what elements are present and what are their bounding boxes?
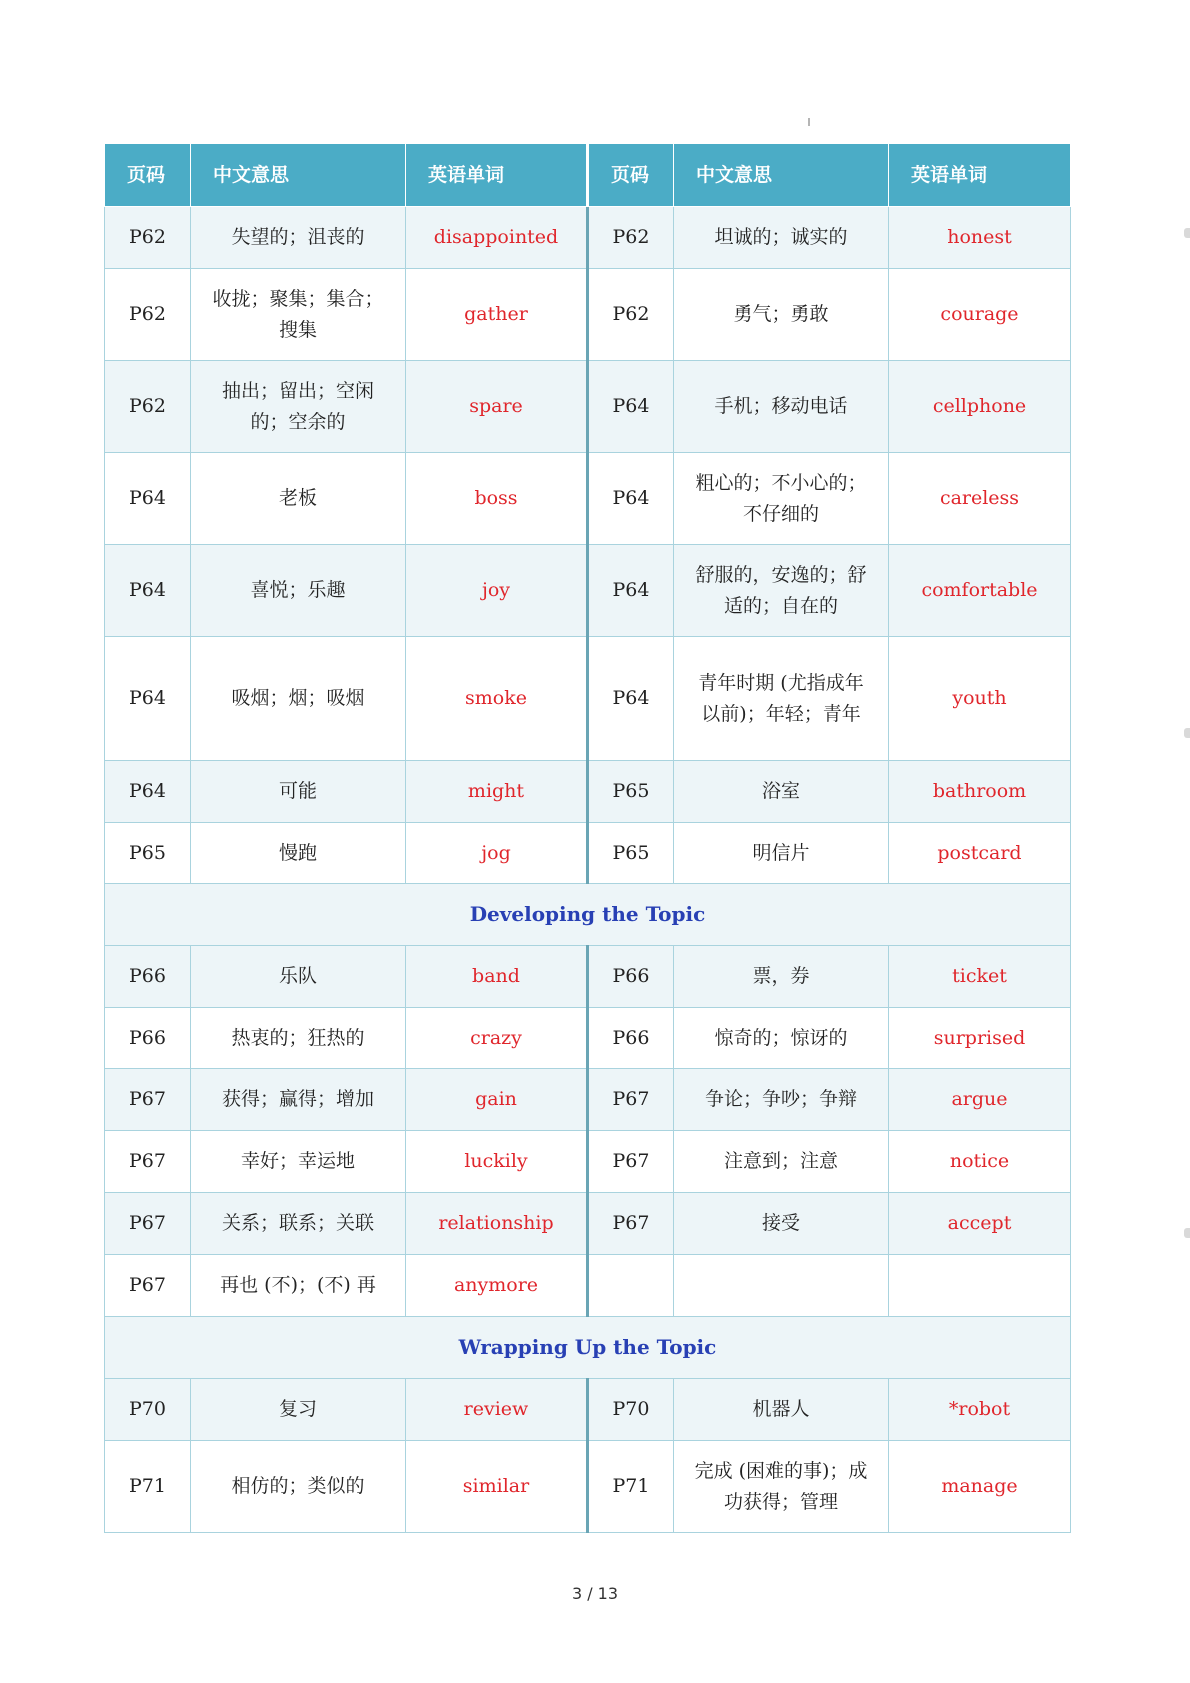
english-word-cell: youth [889,637,1071,761]
page-cell: P65 [588,823,674,884]
chinese-meaning-cell: 青年时期 (尤指成年以前)；年轻；青年 [674,637,889,761]
page-cell: P67 [588,1069,674,1131]
english-word-cell: joy [406,545,588,637]
chinese-meaning-cell: 注意到；注意 [674,1131,889,1193]
table-row [105,823,1071,884]
page-cell: P64 [105,545,191,637]
chinese-meaning-cell [674,1255,889,1317]
page-cell: P66 [588,946,674,1008]
page-cell: P62 [588,207,674,269]
table-row [105,1008,1071,1069]
english-word-cell: luckily [406,1131,588,1193]
page-cell: P64 [105,453,191,545]
page-cell: P67 [105,1193,191,1255]
table-row [105,637,1071,761]
chinese-meaning-cell: 票，券 [674,946,889,1008]
english-word-cell: manage [889,1441,1071,1533]
english-word-cell: spare [406,361,588,453]
page-cell: P64 [588,361,674,453]
section-title: Developing the Topic [105,884,1071,946]
english-word-cell: disappointed [406,207,588,269]
chinese-meaning-cell: 喜悦；乐趣 [191,545,406,637]
chinese-meaning-cell: 抽出；留出；空闲的；空余的 [191,361,406,453]
english-word-cell: careless [889,453,1071,545]
chinese-meaning-cell: 幸好；幸运地 [191,1131,406,1193]
chinese-meaning-cell: 再也 (不)；(不) 再 [191,1255,406,1317]
page-cell: P71 [588,1441,674,1533]
section-heading-row [105,1317,1071,1379]
page-cell: P65 [105,823,191,884]
page-cell: P70 [588,1379,674,1441]
english-word-cell: honest [889,207,1071,269]
table-row [105,1131,1071,1193]
table-row [105,207,1071,269]
header-english-word: 英语单词 [889,144,1071,207]
table-row [105,946,1071,1008]
page-cell: P62 [105,361,191,453]
english-word-cell: notice [889,1131,1071,1193]
chinese-meaning-cell: 舒服的，安逸的；舒适的；自在的 [674,545,889,637]
chinese-meaning-cell: 收拢；聚集；集合；搜集 [191,269,406,361]
chinese-meaning-cell: 手机；移动电话 [674,361,889,453]
section-heading-row [105,884,1071,946]
english-word-cell [889,1255,1071,1317]
page-cell: P71 [105,1441,191,1533]
english-word-cell: postcard [889,823,1071,884]
page-cell [588,1255,674,1317]
english-word-cell: surprised [889,1008,1071,1069]
page-cell: P65 [588,761,674,823]
header-page: 页码 [105,144,191,207]
english-word-cell: gain [406,1069,588,1131]
chinese-meaning-cell: 乐队 [191,946,406,1008]
table-row [105,1255,1071,1317]
page-cell: P67 [105,1069,191,1131]
margin-dot [1184,1228,1190,1238]
english-word-cell: argue [889,1069,1071,1131]
english-word-cell: smoke [406,637,588,761]
page-cell: P64 [588,637,674,761]
page-cell: P64 [105,637,191,761]
page-cell: P64 [105,761,191,823]
header-chinese-meaning: 中文意思 [674,144,889,207]
chinese-meaning-cell: 浴室 [674,761,889,823]
chinese-meaning-cell: 慢跑 [191,823,406,884]
table-body [105,207,1071,1533]
chinese-meaning-cell: 惊奇的；惊讶的 [674,1008,889,1069]
page-cell: P67 [588,1193,674,1255]
chinese-meaning-cell: 接受 [674,1193,889,1255]
chinese-meaning-cell: 热衷的；狂热的 [191,1008,406,1069]
chinese-meaning-cell: 获得；赢得；增加 [191,1069,406,1131]
page-cell: P67 [588,1131,674,1193]
page-cell: P64 [588,453,674,545]
header-chinese-meaning: 中文意思 [191,144,406,207]
chinese-meaning-cell: 老板 [191,453,406,545]
chinese-meaning-cell: 失望的；沮丧的 [191,207,406,269]
chinese-meaning-cell: 明信片 [674,823,889,884]
english-word-cell: anymore [406,1255,588,1317]
table-row [105,545,1071,637]
english-word-cell: review [406,1379,588,1441]
table-row [105,1193,1071,1255]
page-cell: P67 [105,1131,191,1193]
page-margin-mark [808,118,810,126]
chinese-meaning-cell: 复习 [191,1379,406,1441]
vocabulary-table [104,143,1071,1533]
table-row [105,361,1071,453]
english-word-cell: comfortable [889,545,1071,637]
chinese-meaning-cell: 完成 (困难的事)；成功获得；管理 [674,1441,889,1533]
chinese-meaning-cell: 相仿的；类似的 [191,1441,406,1533]
page-number: 3 / 13 [571,1584,619,1603]
english-word-cell: bathroom [889,761,1071,823]
english-word-cell: similar [406,1441,588,1533]
page-cell: P64 [588,545,674,637]
table-row [105,1379,1071,1441]
margin-dot [1184,228,1190,238]
english-word-cell: *robot [889,1379,1071,1441]
margin-dot [1184,728,1190,738]
chinese-meaning-cell: 可能 [191,761,406,823]
page-cell: P62 [105,207,191,269]
table-header-row [105,144,1071,207]
page-cell: P62 [105,269,191,361]
english-word-cell: relationship [406,1193,588,1255]
english-word-cell: cellphone [889,361,1071,453]
chinese-meaning-cell: 粗心的；不小心的；不仔细的 [674,453,889,545]
page-cell: P62 [588,269,674,361]
page-cell: P66 [105,946,191,1008]
english-word-cell: gather [406,269,588,361]
chinese-meaning-cell: 吸烟；烟；吸烟 [191,637,406,761]
english-word-cell: courage [889,269,1071,361]
section-title: Wrapping Up the Topic [105,1317,1071,1379]
chinese-meaning-cell: 勇气；勇敢 [674,269,889,361]
english-word-cell: might [406,761,588,823]
chinese-meaning-cell: 坦诚的；诚实的 [674,207,889,269]
page-cell: P66 [588,1008,674,1069]
english-word-cell: band [406,946,588,1008]
header-english-word: 英语单词 [406,144,588,207]
table-row [105,269,1071,361]
chinese-meaning-cell: 争论；争吵；争辩 [674,1069,889,1131]
table-row [105,1441,1071,1533]
english-word-cell: accept [889,1193,1071,1255]
chinese-meaning-cell: 关系；联系；关联 [191,1193,406,1255]
table-row [105,1069,1071,1131]
table-row [105,761,1071,823]
english-word-cell: boss [406,453,588,545]
chinese-meaning-cell: 机器人 [674,1379,889,1441]
table-row [105,453,1071,545]
page-cell: P67 [105,1255,191,1317]
english-word-cell: jog [406,823,588,884]
english-word-cell: ticket [889,946,1071,1008]
page-cell: P66 [105,1008,191,1069]
page-cell: P70 [105,1379,191,1441]
header-page: 页码 [588,144,674,207]
english-word-cell: crazy [406,1008,588,1069]
